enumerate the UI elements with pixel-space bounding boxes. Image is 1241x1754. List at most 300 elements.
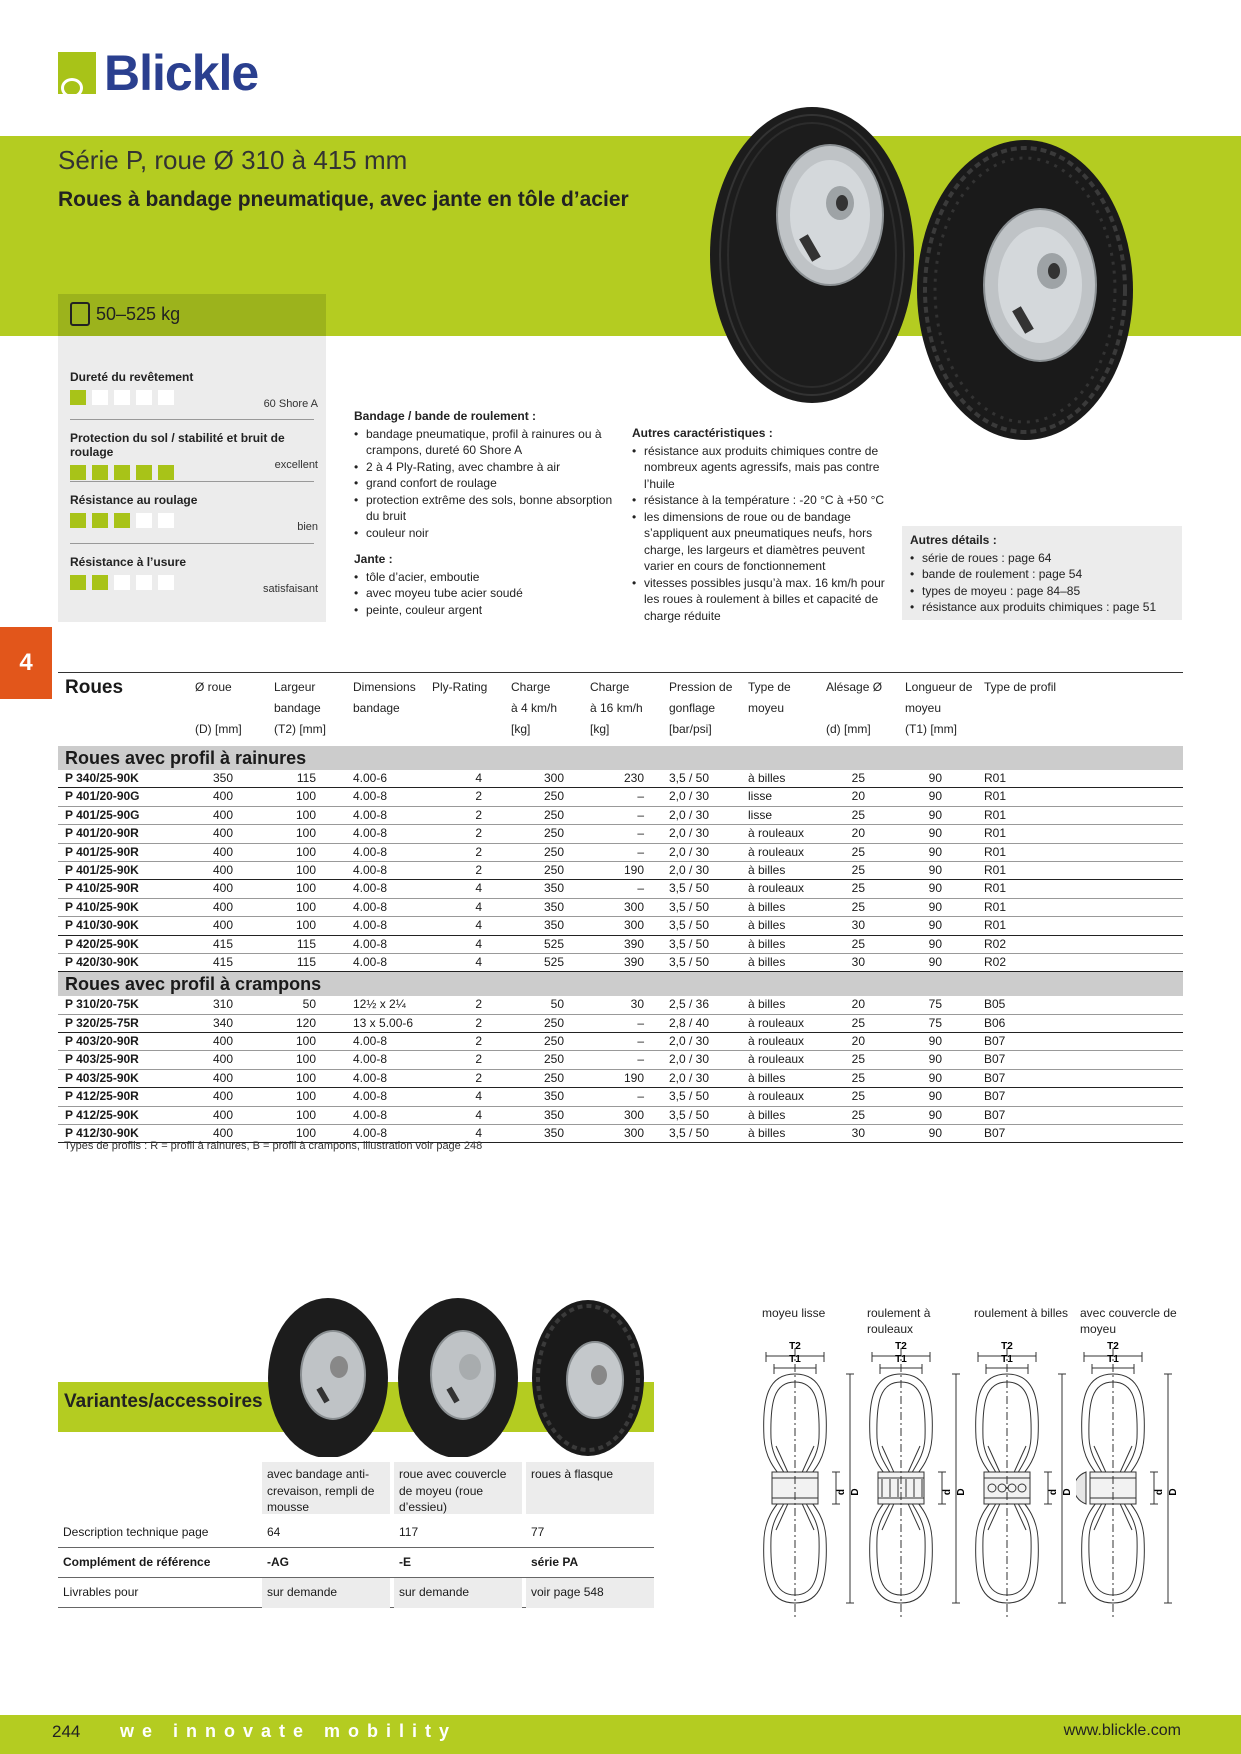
table-cell: 90	[928, 789, 942, 804]
table-cell: 190	[623, 862, 644, 877]
table-cell: 50	[302, 997, 316, 1012]
hub-diagram	[758, 1338, 862, 1623]
column-header-line: gonflage	[669, 701, 716, 715]
column-header-line: Charge	[511, 680, 551, 694]
list-item: • bandage pneumatique, profil à rainures ou à crampons, dureté 60 Shore A	[354, 426, 620, 459]
table-cell: à rouleaux	[748, 881, 805, 896]
rating-box-filled	[114, 513, 130, 528]
table-cell: 390	[623, 936, 644, 951]
table-row	[58, 1015, 1183, 1033]
table-cell: 4	[475, 954, 482, 969]
dimension-bore: d	[1154, 1488, 1165, 1496]
table-cell: à billes	[748, 899, 786, 914]
divider	[70, 481, 314, 482]
diagram-label-cover: avec couvercle de moyeu	[1080, 1306, 1177, 1336]
table-cell: 3,5 / 50	[669, 899, 710, 914]
rating-box-empty	[136, 390, 152, 405]
table-cell: 390	[623, 954, 644, 969]
table-cell: 25	[851, 1015, 865, 1030]
dimension-t1: T1	[1107, 1354, 1119, 1365]
table-cell: 350	[543, 1089, 564, 1104]
table-cell: 25	[851, 881, 865, 896]
table-cell: B05	[984, 997, 1006, 1012]
table-cell: 2	[475, 807, 482, 822]
rating-boxes	[70, 513, 318, 528]
table-row	[58, 917, 1183, 935]
table-cell: 350	[543, 899, 564, 914]
table-cell: 115	[296, 954, 316, 969]
rating-box-filled	[114, 465, 130, 480]
property-name: Dureté du revêtement	[70, 370, 194, 384]
table-cell: 4.00-8	[353, 789, 388, 804]
variant-cell: -AG	[267, 1555, 289, 1569]
dimension-diameter: D	[1168, 1488, 1179, 1496]
table-row	[58, 936, 1183, 954]
list-item: • bande de roulement : page 54	[910, 566, 1174, 583]
divider	[70, 543, 314, 544]
table-cell: 20	[851, 826, 865, 841]
table-cell: 100	[295, 1034, 316, 1049]
table-cell: 3,5 / 50	[669, 918, 710, 933]
table-cell: 90	[928, 1052, 942, 1067]
table-cell: 4	[475, 936, 482, 951]
table-cell: 50	[550, 997, 564, 1012]
table-row	[58, 770, 1183, 788]
table-cell: 25	[851, 844, 865, 859]
variant-cell: sur demande	[262, 1578, 390, 1608]
table-row	[58, 1088, 1183, 1106]
table-cell: B07	[984, 1089, 1006, 1104]
column-header-line: bandage	[274, 701, 321, 715]
table-cell: à rouleaux	[748, 1052, 805, 1067]
table-cell: 2,0 / 30	[669, 1052, 710, 1067]
variant-row-label: Complément de référence	[63, 1555, 211, 1569]
rating-box-empty	[114, 575, 130, 590]
rating-box-empty	[92, 390, 108, 405]
rating-box-filled	[92, 575, 108, 590]
dimension-diameter: D	[956, 1488, 967, 1496]
variant-wheel-foam	[268, 1298, 388, 1457]
table-row	[58, 1070, 1183, 1088]
rating-box-filled	[158, 465, 174, 480]
table-cell: 100	[295, 899, 316, 914]
article-reference: P 412/25-90R	[65, 1089, 139, 1104]
table-cell: 230	[623, 771, 644, 785]
table-row	[58, 1107, 1183, 1125]
table-cell: 90	[928, 1126, 942, 1141]
table-cell: 90	[928, 771, 942, 785]
table-cell: 2	[475, 826, 482, 841]
table-cell: à billes	[748, 954, 786, 969]
page-title: Série P, roue Ø 310 à 415 mm	[58, 145, 408, 175]
rating-box-empty	[114, 390, 130, 405]
table-note: Types de profils : R = profil à rainures, B = profil à crampons, illustration voir page 248	[64, 1140, 483, 1152]
variant-cell: sur demande	[394, 1578, 522, 1608]
article-reference: P 410/30-90K	[65, 918, 139, 933]
table-cell: 90	[928, 844, 942, 859]
variant-wheels-image	[265, 1295, 665, 1457]
details-heading: Autres détails :	[910, 533, 997, 547]
variant-cell: 117	[399, 1525, 419, 1539]
table-cell: –	[637, 1015, 644, 1030]
table-cell: 3,5 / 50	[669, 954, 710, 969]
list-item: • couleur noir	[354, 525, 620, 542]
article-reference: P 403/20-90R	[65, 1034, 139, 1049]
column-header-line	[748, 719, 791, 740]
list-item: • résistance à la température : -20 °C à +50 °C	[632, 492, 894, 509]
article-reference: P 401/25-90R	[65, 844, 139, 859]
table-cell: 400	[212, 1052, 233, 1067]
table-cell: 30	[851, 1126, 865, 1141]
table-row	[58, 862, 1183, 880]
table-cell: 100	[295, 1107, 316, 1122]
list-item: • protection extrême des sols, bonne absorption du bruit	[354, 492, 620, 525]
article-reference: P 420/30-90K	[65, 954, 139, 969]
blickle-logo	[58, 45, 273, 101]
rating-box-empty	[136, 575, 152, 590]
column-header-line: Pression de	[669, 680, 733, 694]
hub-diagram	[1076, 1338, 1180, 1623]
table-cell: 350	[212, 771, 233, 785]
table-cell: 4.00-8	[353, 862, 388, 877]
article-reference: P 410/25-90K	[65, 899, 139, 914]
table-cell: 2	[475, 844, 482, 859]
column-header-line: Longueur de	[905, 680, 973, 694]
table-cell: 25	[851, 807, 865, 822]
table-cell: 90	[928, 826, 942, 841]
slogan: we innovate mobility	[120, 1721, 458, 1741]
table-row	[58, 880, 1183, 898]
page-number: 244	[52, 1722, 81, 1741]
table-cell: 525	[543, 954, 564, 969]
table-cell: 4.00-8	[353, 1034, 388, 1049]
table-cell: 4.00-8	[353, 1052, 388, 1067]
table-cell: 190	[623, 1070, 644, 1085]
table-cell: 2,0 / 30	[669, 844, 710, 859]
table-cell: 250	[543, 1070, 564, 1085]
column-header-line: Alésage Ø	[826, 680, 883, 694]
table-cell: R01	[984, 826, 1007, 841]
table-cell: 90	[928, 936, 942, 951]
variant-column-header: roues à flasque	[526, 1462, 654, 1514]
property-name: Résistance à l’usure	[70, 555, 187, 569]
list-item: • les dimensions de roue ou de bandage s’appliquent aux pneumatiques neufs, hors charge, les largeurs et diamètres peuvent varier en cours de fonctionnement	[632, 509, 894, 575]
table-cell: 4	[475, 1107, 482, 1122]
column-header	[826, 677, 882, 740]
variant-column-header: roue avec couvercle de moyeu (roue d’essieu)	[394, 1462, 522, 1514]
article-reference: P 412/30-90K	[65, 1126, 139, 1141]
table-cell: –	[637, 807, 644, 822]
table-cell: 25	[851, 1089, 865, 1104]
list-item: • 2 à 4 Ply-Rating, avec chambre à air	[354, 459, 620, 476]
property-value: 60 Shore A	[263, 398, 318, 410]
table-cell: 25	[851, 862, 865, 877]
table-cell: 25	[851, 899, 865, 914]
column-header-line	[432, 698, 487, 719]
column-header-line	[195, 698, 242, 719]
property-rolling-resistance	[70, 493, 318, 533]
table-cell: R01	[984, 899, 1007, 914]
table-title: Roues	[65, 677, 124, 698]
table-cell: 115	[296, 771, 316, 785]
column-header-line: Type de	[748, 680, 791, 694]
dimension-t2: T2	[1107, 1341, 1119, 1352]
table-cell: 400	[212, 1070, 233, 1085]
table-cell: 2	[475, 1070, 482, 1085]
diagram-label-plain: moyeu lisse	[762, 1306, 826, 1320]
table-cell: B06	[984, 1015, 1006, 1030]
table-cell: 300	[543, 771, 564, 785]
table-cell: à billes	[748, 1126, 786, 1141]
details-list	[910, 550, 1174, 616]
table-cell: 4	[475, 881, 482, 896]
table-cell: à billes	[748, 936, 786, 951]
table-cell: 400	[212, 807, 233, 822]
table-cell: 2,8 / 40	[669, 1015, 710, 1030]
rating-box-empty	[158, 390, 174, 405]
article-reference: P 310/20-75K	[65, 997, 139, 1012]
properties-panel	[58, 336, 326, 622]
table-cell: 4	[475, 899, 482, 914]
table-cell: 4	[475, 1126, 482, 1141]
table-cell: 300	[623, 918, 644, 933]
characteristics-heading: Autres caractéristiques :	[632, 426, 773, 440]
variant-row-label: Description technique page	[63, 1525, 209, 1539]
dimension-t1: T1	[789, 1354, 801, 1365]
table-cell: –	[637, 844, 644, 859]
column-header-line: (T2) [mm]	[274, 722, 326, 736]
list-item: • résistance aux produits chimiques : page 51	[910, 599, 1174, 616]
bandage-list	[354, 426, 620, 542]
rating-box-empty	[158, 513, 174, 528]
table-cell: 90	[928, 954, 942, 969]
variant-cell: série PA	[531, 1555, 579, 1569]
rating-box-filled	[70, 575, 86, 590]
list-item: • peinte, couleur argent	[354, 602, 620, 619]
variant-cell: voir page 548	[526, 1578, 654, 1608]
article-reference: P 410/25-90R	[65, 881, 139, 896]
article-reference: P 401/20-90G	[65, 789, 140, 804]
table-row	[58, 788, 1183, 806]
table-cell: 4	[475, 1089, 482, 1104]
other-characteristics	[632, 425, 894, 624]
rating-box-filled	[70, 390, 86, 405]
website-link[interactable]: www.blickle.com	[1063, 1722, 1181, 1739]
rating-box-filled	[136, 465, 152, 480]
table-cell: 3,5 / 50	[669, 936, 710, 951]
property-value: excellent	[274, 459, 318, 471]
table-row	[58, 807, 1183, 825]
weight-icon	[70, 302, 90, 326]
table-cell: 3,5 / 50	[669, 1107, 710, 1122]
dimension-t2: T2	[1001, 1341, 1013, 1352]
table-cell: 25	[851, 1107, 865, 1122]
table-cell: 3,5 / 50	[669, 1126, 710, 1141]
list-item: • grand confort de roulage	[354, 475, 620, 492]
table-cell: 300	[623, 1107, 644, 1122]
list-item: • série de roues : page 64	[910, 550, 1174, 567]
table-cell: 100	[295, 862, 316, 877]
table-cell: lisse	[748, 807, 773, 822]
table-cell: à billes	[748, 771, 786, 785]
other-details-box	[902, 526, 1182, 620]
table-cell: 2,0 / 30	[669, 789, 710, 804]
table-cell: 25	[851, 1052, 865, 1067]
column-header	[432, 677, 487, 740]
table-cell: B07	[984, 1070, 1006, 1085]
list-item: • tôle d’acier, emboutie	[354, 569, 620, 586]
table-cell: 250	[543, 826, 564, 841]
table-cell: 90	[928, 1034, 942, 1049]
table-cell: 250	[543, 807, 564, 822]
table-cell: 2,5 / 36	[669, 997, 710, 1012]
bandage-heading: Bandage / bande de roulement :	[354, 409, 537, 423]
table-cell: 4.00-8	[353, 826, 388, 841]
wheels-table	[58, 672, 1183, 1143]
table-cell: à billes	[748, 1107, 786, 1122]
table-cell: –	[637, 1089, 644, 1104]
variant-row	[58, 1548, 654, 1578]
list-item: • résistance aux produits chimiques contre de nombreux agents agressifs, mais pas contre l’huile	[632, 443, 894, 493]
column-header-line: Charge	[590, 680, 630, 694]
dimension-bore: d	[1048, 1488, 1059, 1496]
bandage-description	[354, 408, 620, 618]
article-reference: P 412/25-90K	[65, 1107, 139, 1122]
table-cell: 12½ x 2¼	[353, 997, 406, 1012]
table-header	[58, 672, 1183, 746]
column-header-line	[984, 698, 1056, 719]
table-cell: 4.00-8	[353, 1126, 388, 1141]
article-reference: P 320/25-75R	[65, 1015, 139, 1030]
table-cell: 100	[295, 826, 316, 841]
table-cell: 90	[928, 1107, 942, 1122]
variant-row	[58, 1518, 654, 1548]
table-cell: 350	[543, 918, 564, 933]
table-cell: 415	[212, 954, 233, 969]
property-wear-resistance	[70, 555, 318, 595]
table-cell: 250	[543, 1015, 564, 1030]
column-header	[511, 677, 557, 740]
rating-box-filled	[92, 465, 108, 480]
table-cell: 4	[475, 771, 482, 785]
property-name: Protection du sol / stabilité et bruit de roulage	[70, 431, 285, 459]
table-cell: 400	[212, 862, 233, 877]
table-cell: R02	[984, 954, 1007, 969]
table-cell: –	[637, 789, 644, 804]
table-cell: 75	[928, 997, 942, 1012]
table-cell: 4	[475, 918, 482, 933]
column-header	[669, 677, 732, 740]
wheel-block-profile	[917, 140, 1133, 440]
property-hardness	[70, 370, 318, 410]
table-cell: 400	[212, 1126, 233, 1141]
table-cell: –	[637, 1034, 644, 1049]
table-cell: 100	[295, 1089, 316, 1104]
dimension-t1: T1	[895, 1354, 907, 1365]
column-header-line: Dimensions	[353, 680, 416, 694]
property-name: Résistance au roulage	[70, 493, 198, 507]
dimension-bore: d	[836, 1488, 847, 1496]
table-cell: 25	[851, 936, 865, 951]
table-cell: 2,0 / 30	[669, 1034, 710, 1049]
table-cell: 2,0 / 30	[669, 862, 710, 877]
table-cell: 350	[543, 881, 564, 896]
table-cell: 350	[543, 1126, 564, 1141]
variant-row-label: Livrables pour	[63, 1585, 139, 1599]
table-cell: 25	[851, 771, 865, 785]
column-header-line: Type de profil	[984, 680, 1057, 694]
table-cell: R01	[984, 807, 1007, 822]
table-cell: à rouleaux	[748, 1089, 805, 1104]
table-cell: 90	[928, 899, 942, 914]
column-header-line: Largeur	[274, 680, 316, 694]
table-cell: 310	[212, 997, 233, 1012]
table-row	[58, 825, 1183, 843]
table-cell: B07	[984, 1052, 1006, 1067]
table-cell: –	[637, 826, 644, 841]
table-cell: 2	[475, 1015, 482, 1030]
column-header	[195, 677, 242, 740]
dimension-t1: T1	[1001, 1354, 1013, 1365]
article-reference: P 401/25-90G	[65, 807, 140, 822]
table-cell: 13 x 5.00-6	[353, 1015, 414, 1030]
table-cell: à rouleaux	[748, 844, 805, 859]
diagram-label-ball: roulement à billes	[974, 1306, 1069, 1320]
article-reference: P 403/25-90R	[65, 1052, 139, 1067]
table-cell: 100	[295, 807, 316, 822]
table-cell: 4.00-8	[353, 936, 388, 951]
table-cell: 2	[475, 789, 482, 804]
article-reference: P 340/25-90K	[65, 771, 139, 785]
table-row	[58, 844, 1183, 862]
column-header-line: moyeu	[748, 701, 785, 715]
table-cell: –	[637, 881, 644, 896]
table-cell: à billes	[748, 997, 786, 1012]
table-cell: 4.00-8	[353, 881, 388, 896]
column-header-line: Ø roue	[195, 680, 232, 694]
variant-wheel-flange	[532, 1300, 644, 1456]
table-cell: R01	[984, 918, 1007, 933]
table-cell: 250	[543, 844, 564, 859]
column-header-line: (D) [mm]	[195, 722, 242, 736]
property-value: bien	[297, 521, 318, 533]
table-row	[58, 1033, 1183, 1051]
column-header-line: [kg]	[511, 722, 531, 736]
table-cell: 2,0 / 30	[669, 826, 710, 841]
table-cell: 300	[623, 1126, 644, 1141]
table-cell: 30	[851, 918, 865, 933]
article-reference: P 420/25-90K	[65, 936, 139, 951]
rating-box-empty	[158, 575, 174, 590]
table-cell: 25	[851, 1070, 865, 1085]
table-cell: 525	[543, 936, 564, 951]
table-cell: 400	[212, 826, 233, 841]
table-cell: R01	[984, 844, 1007, 859]
table-cell: 2	[475, 862, 482, 877]
table-cell: –	[637, 1052, 644, 1067]
column-header-line	[432, 719, 487, 740]
column-header-line: (T1) [mm]	[905, 722, 957, 736]
table-cell: 90	[928, 862, 942, 877]
characteristics-list	[632, 443, 894, 625]
variant-row	[58, 1578, 654, 1608]
hub-diagram	[864, 1338, 968, 1623]
table-cell: 250	[543, 789, 564, 804]
column-header-line: (d) [mm]	[826, 722, 871, 736]
variant-column-header: avec bandage anti-crevaison, rempli de mousse	[262, 1462, 390, 1514]
table-cell: 30	[630, 997, 644, 1012]
table-cell: 2	[475, 1034, 482, 1049]
